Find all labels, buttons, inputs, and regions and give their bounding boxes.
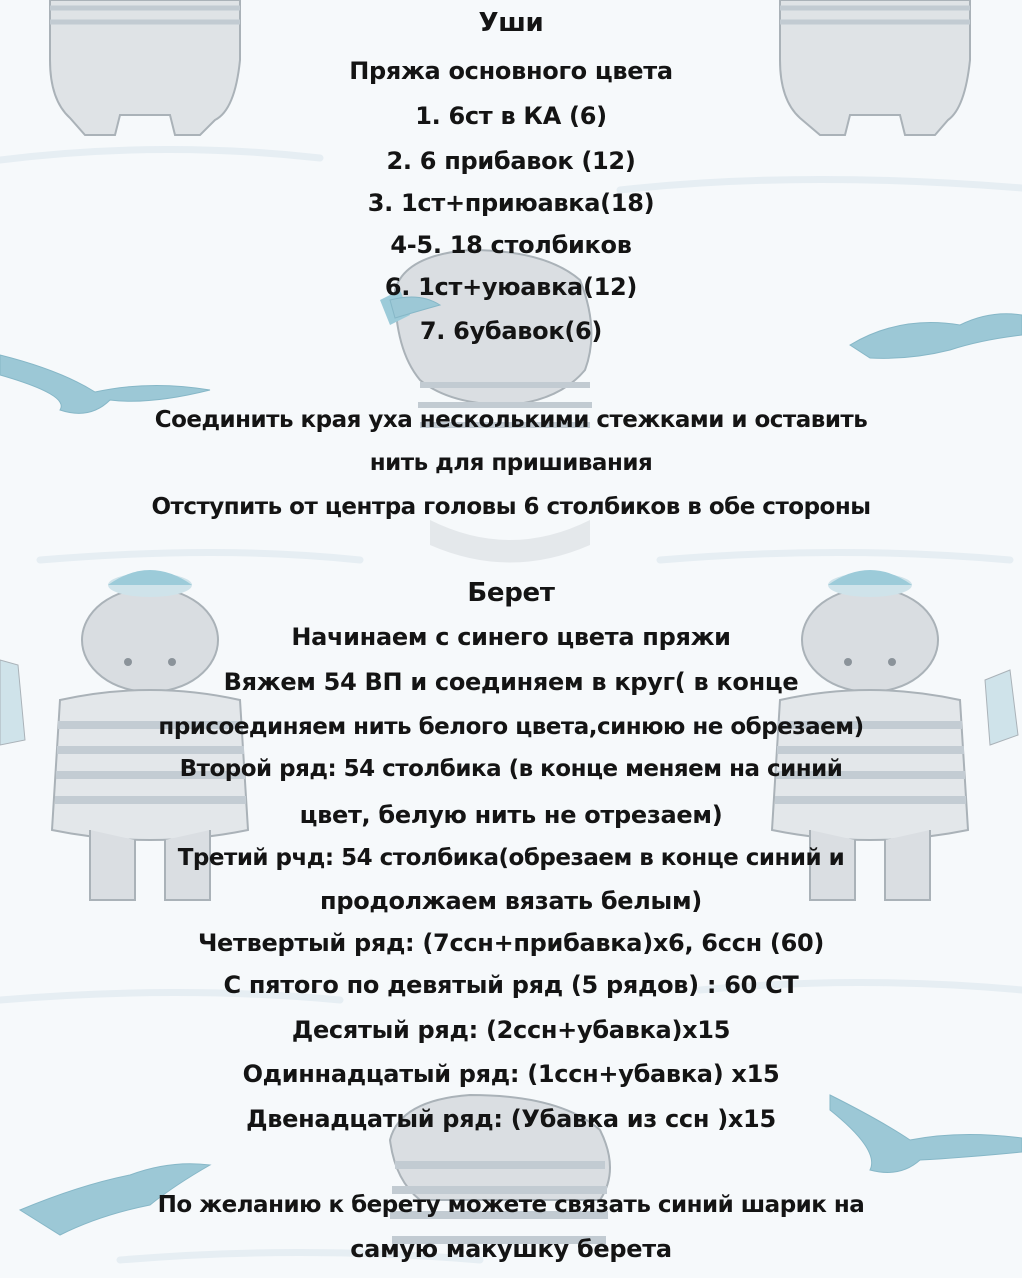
ears-line: 2. 6 прибавок (12) <box>386 147 636 175</box>
beret-line: Второй ряд: 54 столбика (в конце меняем на синий <box>179 756 843 782</box>
beret-line: присоединяем нить белого цвета,синюю не обрезаем) <box>158 714 864 740</box>
beret-line: Двенадцатый ряд: (Убавка из ссн )х15 <box>246 1105 776 1133</box>
beret-note: самую макушку берета <box>350 1235 672 1263</box>
beret-title: Берет <box>467 578 555 608</box>
ears-line: 6. 1ст+уюавка(12) <box>384 273 638 301</box>
ears-title: Уши <box>478 8 544 38</box>
beret-line: Одиннадцатый ряд: (1ссн+убавка) х15 <box>242 1060 780 1088</box>
beret-line: цвет, белую нить не отрезаем) <box>299 801 723 829</box>
ears-line: 7. 6убавок(6) <box>419 317 603 345</box>
beret-line: Начинаем с синего цвета пряжи <box>291 623 731 651</box>
beret-note: По желанию к берету можете связать синий шарик на <box>157 1192 865 1218</box>
beret-line: Третий рчд: 54 столбика(обрезаем в конце синий и <box>177 845 845 871</box>
beret-line: Вяжем 54 ВП и соединяем в круг( в конце <box>223 668 799 696</box>
ears-line: Пряжа основного цвета <box>349 57 673 85</box>
ears-note: Соединить края уха несколькими стежками и оставить <box>154 407 868 433</box>
beret-line: Десятый ряд: (2ссн+убавка)х15 <box>291 1016 731 1044</box>
beret-line: продолжаем вязать белым) <box>320 887 702 915</box>
ears-note: Отступить от центра головы 6 столбиков в обе стороны <box>151 494 871 520</box>
ears-line: 1. 6ст в КА (6) <box>415 102 607 130</box>
ears-line: 3. 1ст+приюавка(18) <box>367 189 655 217</box>
beret-line: С пятого по девятый ряд (5 рядов) : 60 СТ <box>223 971 799 999</box>
ears-line: 4-5. 18 столбиков <box>390 231 632 259</box>
ears-note: нить для пришивания <box>369 450 653 476</box>
beret-line: Четвертый ряд: (7ссн+прибавка)х6, 6ссн (60) <box>197 929 825 957</box>
